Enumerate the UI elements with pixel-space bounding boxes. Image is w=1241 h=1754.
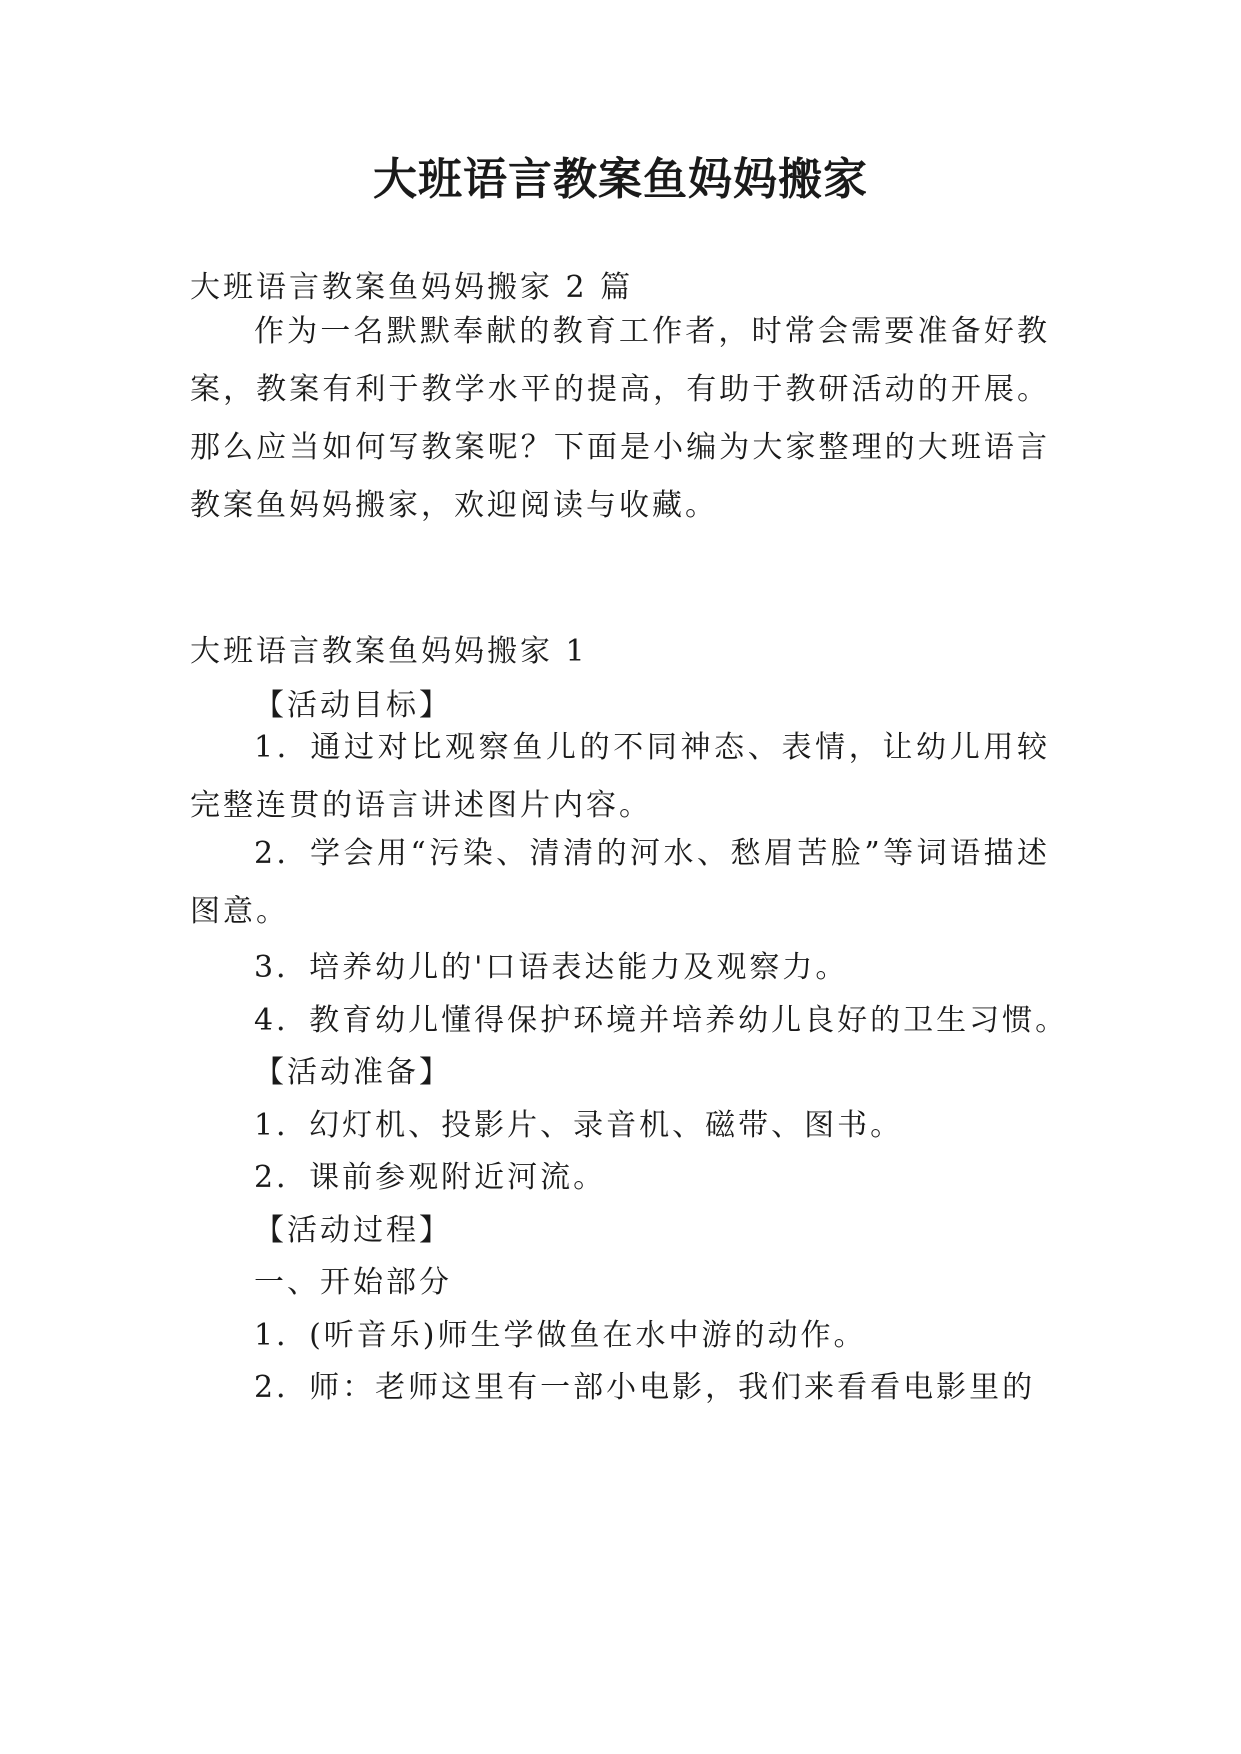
goal-item-3: 3．培养幼儿的'口语表达能力及观察力。	[254, 950, 849, 985]
goal-item-2: 2．学会用“污染、清清的河水、愁眉苦脸”等词语描述图意。	[190, 836, 1050, 929]
goal-item-1: 1．通过对比观察鱼儿的不同神态、表情，让幼儿用较完整连贯的语言讲述图片内容。	[190, 730, 1050, 823]
section-heading: 大班语言教案鱼妈妈搬家 1	[190, 634, 588, 669]
document-subtitle: 大班语言教案鱼妈妈搬家 2 篇	[190, 270, 634, 305]
intro-paragraph: 作为一名默默奉献的教育工作者，时常会需要准备好教案，教案有利于教学水平的提高，有助于教研活动的开展。那么应当如何写教案呢？下面是小编为大家整理的大班语言教案鱼妈妈搬家，欢迎阅读与收藏。	[190, 314, 1050, 523]
prep-item-2: 2．课前参观附近河流。	[254, 1160, 607, 1195]
process-heading: 【活动过程】	[254, 1213, 452, 1248]
step-item-2: 2．师：老师这里有一部小电影，我们来看看电影里的	[254, 1370, 1036, 1405]
part-heading: 一、开始部分	[254, 1265, 452, 1300]
goal-item-4: 4．教育幼儿懂得保护环境并培养幼儿良好的卫生习惯。	[254, 1003, 1069, 1038]
goals-heading: 【活动目标】	[254, 688, 452, 723]
prep-heading: 【活动准备】	[254, 1055, 452, 1090]
prep-item-1: 1．幻灯机、投影片、录音机、磁带、图书。	[254, 1108, 904, 1143]
step-item-1: 1．(听音乐)师生学做鱼在水中游的动作。	[254, 1318, 867, 1353]
document-title: 大班语言教案鱼妈妈搬家	[373, 154, 868, 205]
